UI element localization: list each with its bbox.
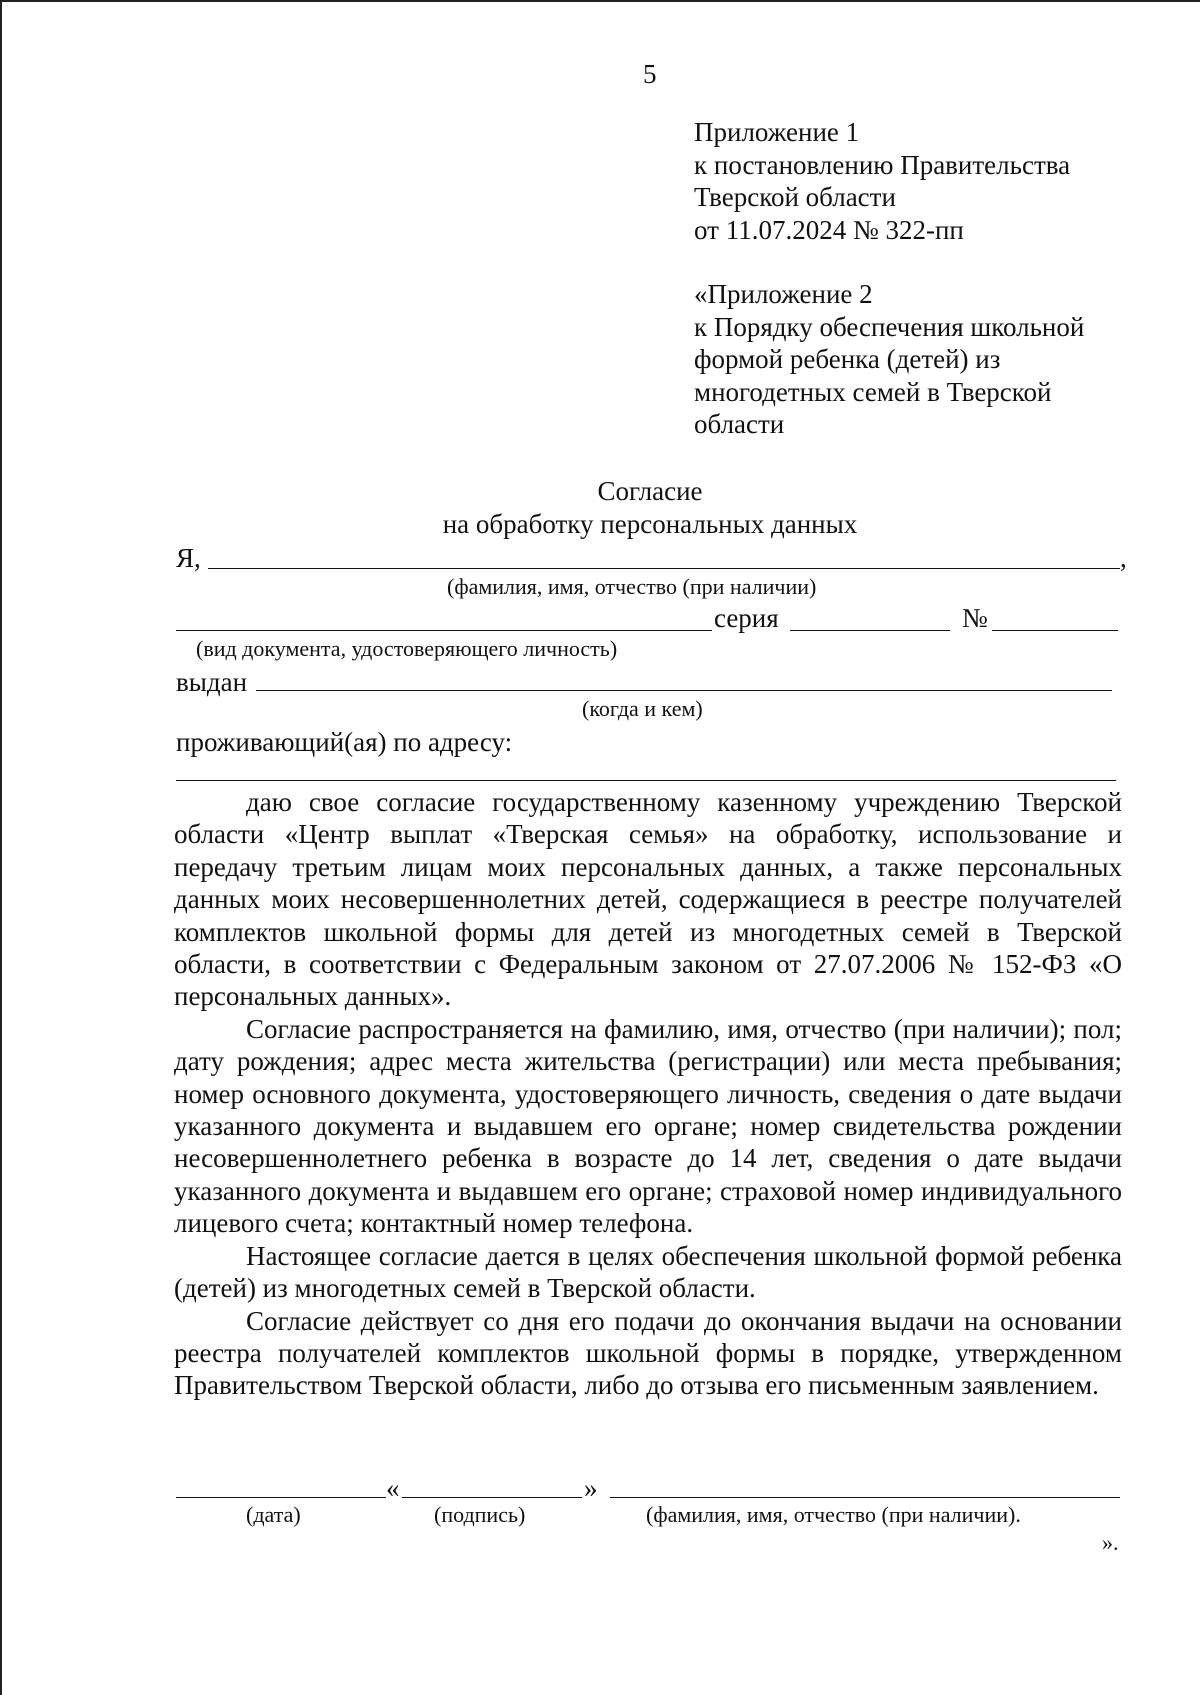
appendix-line: к Порядку обеспечения школьной xyxy=(694,311,1085,342)
consent-paragraph: Настоящее согласие дается в целях обеспечения школьной формой ребенка (детей) из многодетных семей в Тверской области. xyxy=(174,1240,1122,1304)
series-blank-line[interactable] xyxy=(790,630,950,631)
appendix-block xyxy=(694,278,1084,441)
close-quote: » xyxy=(584,1473,598,1503)
i-comma: , xyxy=(1120,543,1127,573)
page-border xyxy=(0,0,2,1695)
number-label: № xyxy=(962,603,988,633)
appendix-line: многодетных семей в Тверской xyxy=(694,376,1052,407)
page-border xyxy=(0,0,1200,2)
signature-blank-line[interactable] xyxy=(402,1497,582,1498)
signer-fio-blank-line[interactable] xyxy=(610,1497,1120,1498)
document-title: Согласие xyxy=(597,476,703,506)
address-label: проживающий(ая) по адресу: xyxy=(176,727,513,757)
consent-paragraph: даю свое согласие государственному казенному учреждению Тверской области «Центр выплат «Тверская семья» на обработку, использование и передачу третьим лицам моих персональных данных, а также персональных данных моих несовершеннолетних детей, содержащиеся в реестре получателей комплектов школьной формы для детей из многодетных семей в Тверской области, в соответствии с Федеральным законом от 27.07.2006 № 152-ФЗ «О персональных данных». xyxy=(174,787,1122,1012)
fio-hint: (фамилия, имя, отчество (при наличии) xyxy=(447,574,817,599)
date-blank-line[interactable] xyxy=(176,1497,386,1498)
number-blank-line[interactable] xyxy=(992,630,1118,631)
issued-blank-line[interactable] xyxy=(256,690,1112,691)
signer-fio-hint: (фамилия, имя, отчество (при наличии). xyxy=(646,1502,1021,1527)
appendix-line: области xyxy=(694,409,785,439)
series-label: серия xyxy=(714,603,779,633)
appendix-line: формой ребенка (детей) из xyxy=(694,344,1001,374)
approval-line: к постановлению Правительства xyxy=(694,149,1071,180)
document-type-hint: (вид документа, удостоверяющего личность) xyxy=(196,636,618,661)
i-label: Я, xyxy=(176,543,201,573)
document-subtitle: на обработку персональных данных xyxy=(442,509,858,539)
fio-blank-line[interactable] xyxy=(208,568,1120,569)
consent-body xyxy=(174,786,1122,1402)
approval-line: Тверской области xyxy=(694,182,896,212)
appendix-line: «Приложение 2 xyxy=(694,279,873,309)
consent-paragraph: Согласие действует со дня его подачи до окончания выдачи на основании реестра получателей комплектов школьной формы в порядке, утвержденном Правительством Тверской области, либо до отзыва его письменным заявлением. xyxy=(174,1305,1122,1401)
issued-label: выдан xyxy=(176,667,248,697)
page-number: 5 xyxy=(643,59,657,89)
open-quote: « xyxy=(386,1473,400,1503)
consent-paragraph: Согласие распространяется на фамилию, имя, отчество (при наличии); пол; дату рождения; адрес места жительства (регистрации) или места пребывания; номер основного документа, удостоверяющего личность, сведения о дате выдачи указанного документа и выдавшем его органе; номер свидетельства рождении несовершеннолетнего ребенка в возрасте до 14 лет, сведения о дате выдачи указанного документа и выдавшем его органе; страховой номер индивидуального лицевого счета; контактный номер телефона. xyxy=(174,1013,1122,1239)
date-hint: (дата) xyxy=(246,1502,301,1527)
approval-line: Приложение 1 xyxy=(694,117,860,147)
approval-line: от 11.07.2024 № 322-пп xyxy=(694,214,964,245)
issued-hint: (когда и кем) xyxy=(582,696,703,721)
document-type-blank-line[interactable] xyxy=(176,630,712,631)
signature-hint: (подпись) xyxy=(434,1502,526,1527)
address-blank-line[interactable] xyxy=(176,780,1116,781)
approval-block xyxy=(694,116,1070,246)
closing-quote-mark: ». xyxy=(1102,1530,1119,1555)
